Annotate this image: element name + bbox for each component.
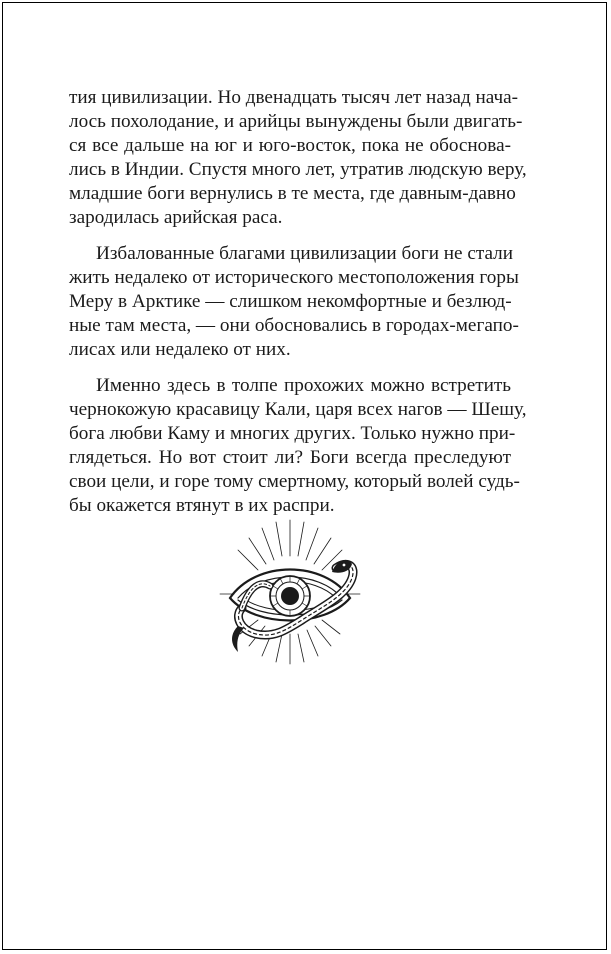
text-line: младшие боги вернулись в те места, где давным-давно bbox=[69, 183, 516, 204]
text-line: Избалованные благами цивилизации боги не стали bbox=[96, 243, 514, 264]
paragraph-2 bbox=[69, 242, 519, 362]
text-line: ся все дальше на юг и юго-восток, пока не обоснова- bbox=[69, 135, 511, 156]
text-line: тия цивилизации. Но двенадцать тысяч лет назад нача- bbox=[69, 87, 519, 108]
eye-serpent-icon bbox=[216, 516, 364, 668]
text-line: бога любви Каму и многих других. Только нужно при- bbox=[69, 423, 516, 444]
paragraph-1 bbox=[69, 86, 527, 230]
text-line: бы окажется втянут в их распри. bbox=[69, 495, 335, 516]
text-line: ные там места, — они обосновались в городах-мегапо- bbox=[69, 315, 519, 336]
text-line: свои цели, и горе тому смертному, который волей судь- bbox=[69, 471, 520, 492]
text-line: жить недалеко от исторического местоположения горы bbox=[69, 267, 519, 288]
text-line: Именно здесь в толпе прохожих можно встретить bbox=[96, 375, 511, 396]
body-text bbox=[69, 86, 527, 530]
text-line: лисах или недалеко от них. bbox=[69, 339, 291, 360]
text-line: лось похолодание, и арийцы вынуждены были двигать- bbox=[69, 111, 523, 132]
book-page bbox=[2, 2, 607, 950]
text-line: чернокожую красавицу Кали, царя всех нагов — Шешу, bbox=[69, 399, 527, 420]
text-line: глядеться. Но вот стоит ли? Боги всегда преследуют bbox=[69, 447, 511, 468]
text-line: зародилась арийская раса. bbox=[69, 207, 283, 228]
text-line: лись в Индии. Спустя много лет, утратив людскую веру, bbox=[69, 159, 527, 180]
text-line: Меру в Арктике — слишком некомфортные и безлюд- bbox=[69, 291, 512, 312]
paragraph-3 bbox=[69, 374, 527, 518]
